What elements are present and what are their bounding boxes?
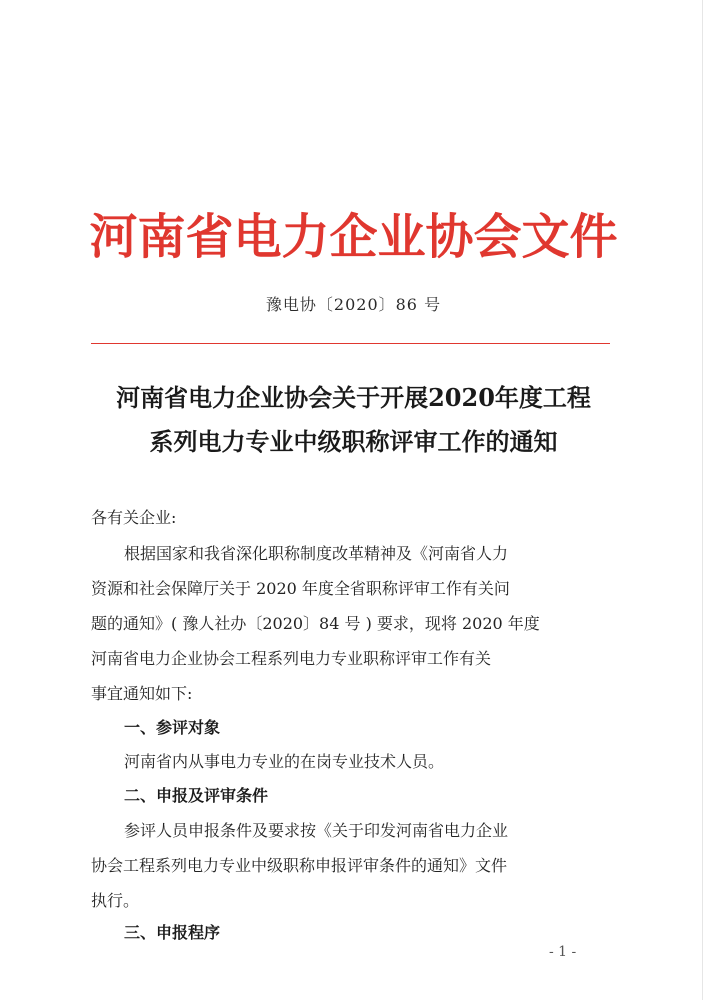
notice-title-line-1: 河南省电力企业协会关于开展2020年度工程 [116,383,591,412]
section-heading-3: 三、申报程序 [124,923,221,942]
document-number: 豫电协〔2020〕86 号 [265,295,442,314]
scan-edge-line [702,0,703,1000]
paragraph-line: 资源和社会保障厅关于 2020 年度全省职称评审工作有关问 [91,579,510,598]
salutation: 各有关企业: [91,508,177,527]
section-1-text: 河南省内从事电力专业的在岗专业技术人员。 [124,752,445,771]
section-heading-1: 一、参评对象 [124,718,221,737]
page-number: - 1 - [549,944,577,960]
section-2-line: 协会工程系列电力专业中级职称申报评审条件的通知》文件 [91,856,508,875]
paragraph-line: 题的通知》( 豫人社办〔2020〕84 号 ) 要求，现将 2020 年度 [91,614,540,633]
paragraph-line: 河南省电力企业协会工程系列电力专业职称评审工作有关 [91,649,492,668]
section-2-line: 参评人员申报条件及要求按《关于印发河南省电力企业 [124,821,509,840]
paragraph-line: 根据国家和我省深化职称制度改革精神及《河南省人力 [124,544,509,563]
paragraph-line: 事宜通知如下: [91,684,193,703]
section-heading-2: 二、申报及评审条件 [124,786,269,805]
red-divider-line [91,343,610,344]
red-header-title: 河南省电力企业协会文件 [89,209,618,265]
section-2-line: 执行。 [91,891,140,910]
notice-title-line-2: 系列电力专业中级职称评审工作的通知 [149,427,558,456]
